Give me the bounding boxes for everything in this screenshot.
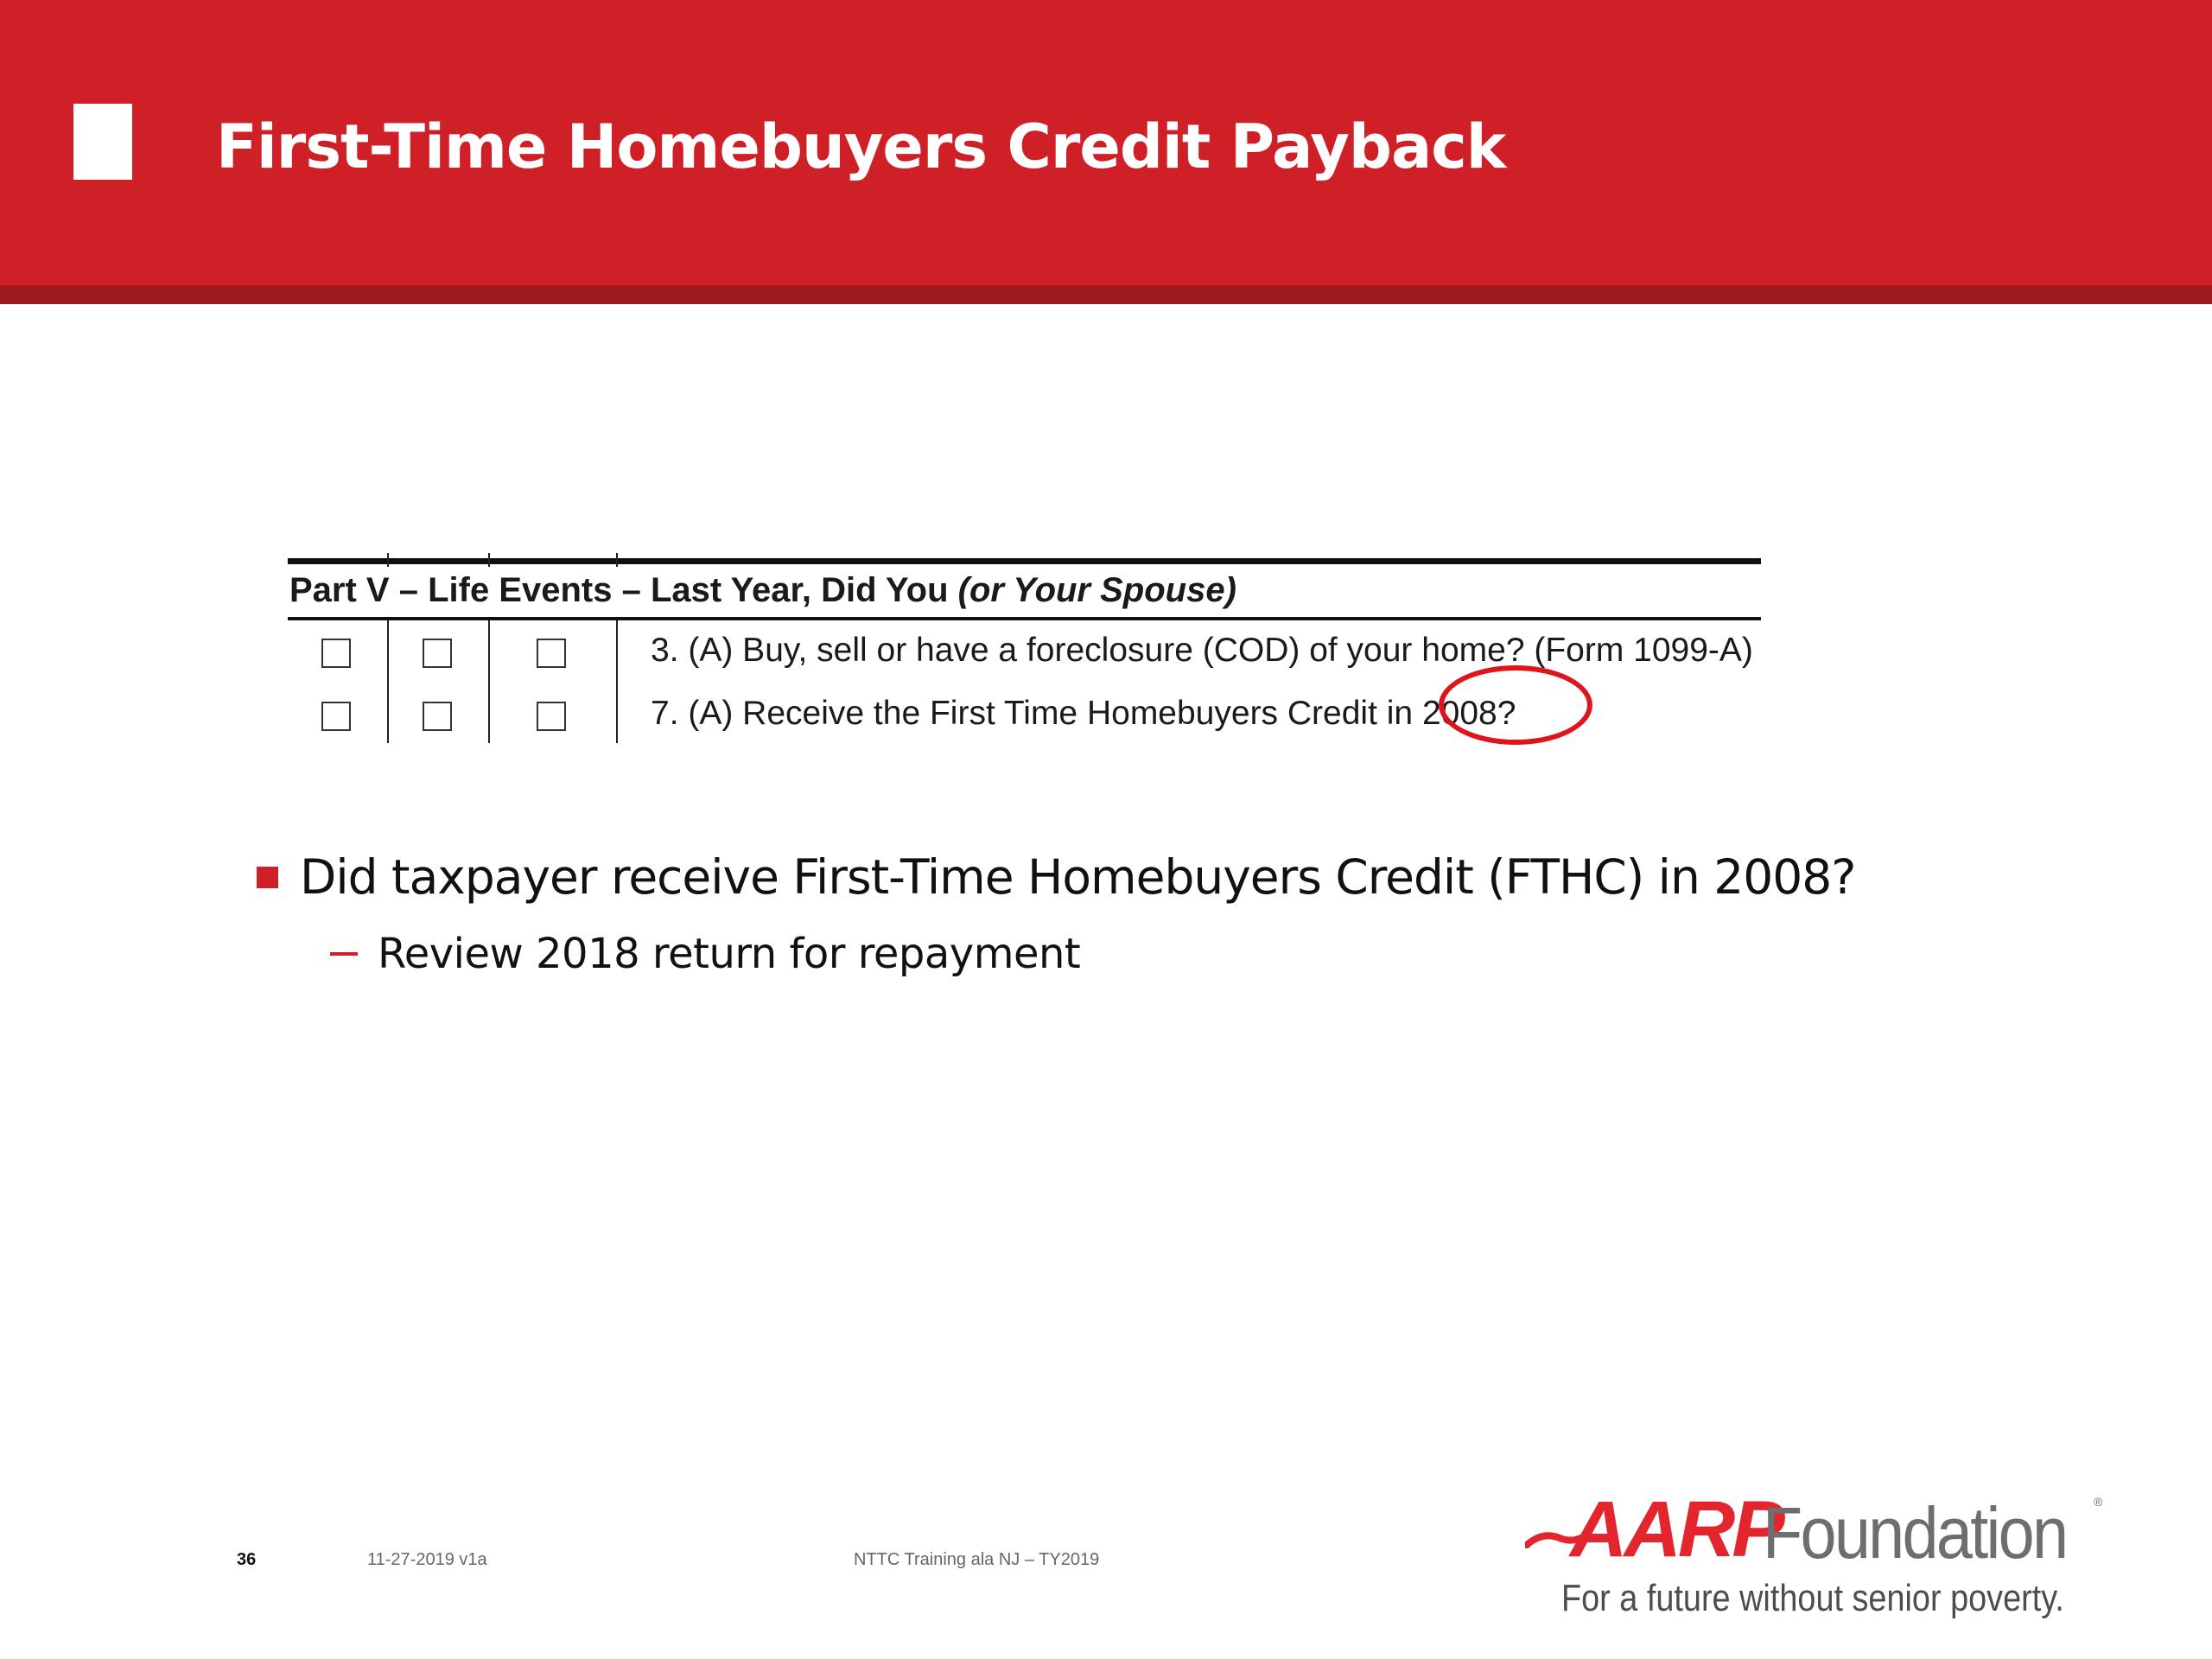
bullet-main: Did taxpayer receive First-Time Homebuyers Credit (FTHC) in 2008? xyxy=(300,849,1856,905)
form-column-divider xyxy=(616,553,618,567)
logo-brand: AARP xyxy=(1570,1485,1782,1573)
form-column-divider xyxy=(387,620,389,743)
checkbox-no-line-3 xyxy=(423,639,452,668)
slide-title: First-Time Homebuyers Credit Payback xyxy=(216,111,1506,182)
form-part-heading-bold: Part V – Life Events – Last Year, Did You xyxy=(289,571,958,609)
logo-name: Foundation xyxy=(1763,1492,2067,1573)
sub-bullet-dash-icon xyxy=(330,952,358,956)
logo-tagline: For a future without senior poverty. xyxy=(1561,1577,2064,1619)
page-number: 36 xyxy=(237,1550,257,1569)
form-heading-rule xyxy=(288,617,1761,620)
checkbox-unsure-line-3 xyxy=(537,639,566,668)
checkbox-unsure-line-7 xyxy=(537,702,566,731)
logo-registered-mark: ® xyxy=(2094,1495,2103,1509)
form-part-heading xyxy=(289,569,1236,612)
checkbox-no-line-7 xyxy=(423,702,452,731)
checkbox-yes-line-7 xyxy=(321,702,351,731)
form-question-line-7: 7. (A) Receive the First Time Homebuyers Credit in 2008? xyxy=(651,695,1516,732)
bullet-square-icon xyxy=(257,867,278,888)
form-part-heading-italic: (or Your Spouse) xyxy=(957,571,1236,609)
aarp-foundation-logo xyxy=(1525,1486,2113,1629)
form-column-divider xyxy=(616,620,618,743)
form-excerpt-image xyxy=(285,553,1832,760)
form-column-divider xyxy=(488,553,490,567)
form-top-rule xyxy=(288,558,1761,564)
footer-version: 11-27-2019 v1a xyxy=(367,1550,487,1569)
checkbox-yes-line-3 xyxy=(321,639,351,668)
bullet-sub: Review 2018 return for repayment xyxy=(378,930,1081,978)
form-column-divider xyxy=(488,620,490,743)
title-marker-square xyxy=(73,104,132,180)
footer-center-text: NTTC Training ala NJ – TY2019 xyxy=(854,1550,1100,1569)
title-bar-accent-band xyxy=(0,285,2212,304)
form-column-divider xyxy=(387,553,389,567)
highlight-circle xyxy=(1439,665,1592,745)
form-question-line-3: 3. (A) Buy, sell or have a foreclosure (COD) of your home? (Form 1099-A) xyxy=(651,632,1753,669)
